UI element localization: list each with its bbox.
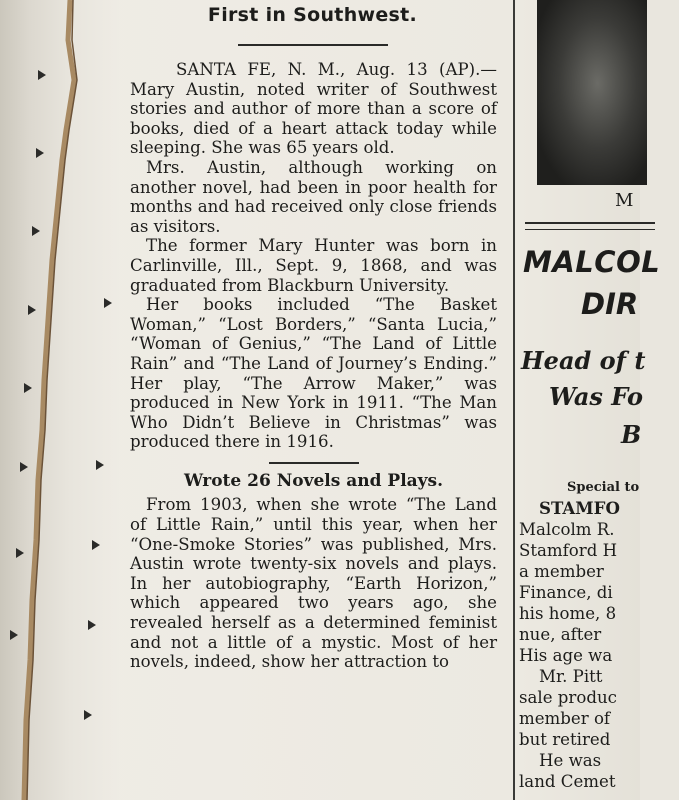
column-rule-thin	[525, 229, 655, 230]
headline-rule	[238, 44, 388, 46]
article-body	[120, 60, 505, 672]
portrait-photo	[537, 0, 647, 185]
binding-stitch	[96, 460, 104, 470]
adjacent-body-line: a member	[519, 562, 604, 581]
adjacent-body	[519, 498, 679, 792]
adjacent-body-line: sale produc	[519, 688, 617, 707]
binding-stitch	[20, 462, 28, 472]
column-rule-thick	[525, 222, 655, 224]
adjacent-body-line: He was	[539, 751, 602, 770]
adjacent-body-line: Malcolm R.	[519, 520, 615, 539]
adjacent-body-line: land Cemet	[519, 772, 616, 791]
adjacent-subhead-line2: Was Fo	[549, 382, 644, 411]
binding-stitch	[10, 630, 18, 640]
binding-stitch	[28, 305, 36, 315]
paper-tear	[22, 0, 82, 800]
binding-stitch	[38, 70, 46, 80]
adjacent-body-line: nue, after	[519, 625, 602, 644]
article-paragraph: Her books included “The Basket Woman,” “Lost Borders,” “Santa Lucia,” “Woman of Genius,” “The Land of Little Rain” and “The Land of Journey’s Ending.” Her play, “The Arrow Maker,” was produced in New York in 1911. “The Man Who Didn’t Believe in Christmas” was produced there in 1916.	[130, 295, 497, 452]
binding-stitch	[92, 540, 100, 550]
article-paragraph: From 1903, when she wrote “The Land of Little Rain,” until this year, when her “One-Smoke Stories” was published, Mrs. Austin wrote twenty-six novels and plays. In her autobiography, “Earth Horizon,” which appeared two years ago, she revealed herself as a determined feminist and not a little of a mystic. Most of her novels, indeed, show her attraction to	[130, 495, 497, 672]
adjacent-subhead-line3: B	[621, 420, 642, 449]
binding-stitch	[24, 383, 32, 393]
binding-stitch	[32, 226, 40, 236]
adjacent-headline-line1: MALCOL	[523, 245, 661, 279]
adjacent-body-line: STAMFO	[539, 498, 620, 518]
adjacent-column	[515, 0, 661, 800]
binding-stitch	[84, 710, 92, 720]
binding-stitch	[36, 148, 44, 158]
photo-caption: M	[615, 190, 634, 211]
adjacent-headline-line2: DIR	[581, 287, 639, 321]
obituary-article	[120, 0, 505, 672]
article-paragraph: The former Mary Hunter was born in Carlinville, Ill., Sept. 9, 1868, and was graduated from Blackburn University.	[130, 236, 497, 295]
adjacent-subhead-line1: Head of t	[521, 346, 646, 375]
special-credit: Special to	[567, 480, 640, 495]
adjacent-body-line: Finance, di	[519, 583, 613, 602]
adjacent-body-line: member of	[519, 709, 611, 728]
adjacent-body-line: Stamford H	[519, 541, 618, 560]
adjacent-body-line: his home, 8	[519, 604, 617, 623]
binding-stitch	[16, 548, 24, 558]
binding-stitch	[88, 620, 96, 630]
adjacent-body-line: Mr. Pitt	[539, 667, 603, 686]
adjacent-body-line: His age wa	[519, 646, 613, 665]
article-paragraph: Mrs. Austin, although working on another novel, had been in poor health for months and had received only close friends as visitors.	[130, 157, 497, 236]
article-paragraph: SANTA FE, N. M., Aug. 13 (AP).— Mary Austin, noted writer of Southwest stories and author of more than a score of books, died of a heart attack today while sleeping. She was 65 years old.	[130, 60, 497, 158]
section-rule	[269, 462, 359, 464]
binding-stitch	[104, 298, 112, 308]
article-headline: First in Southwest.	[207, 4, 418, 26]
adjacent-body-line: but retired	[519, 730, 611, 749]
article-subhead: Wrote 26 Novels and Plays.	[183, 470, 444, 491]
